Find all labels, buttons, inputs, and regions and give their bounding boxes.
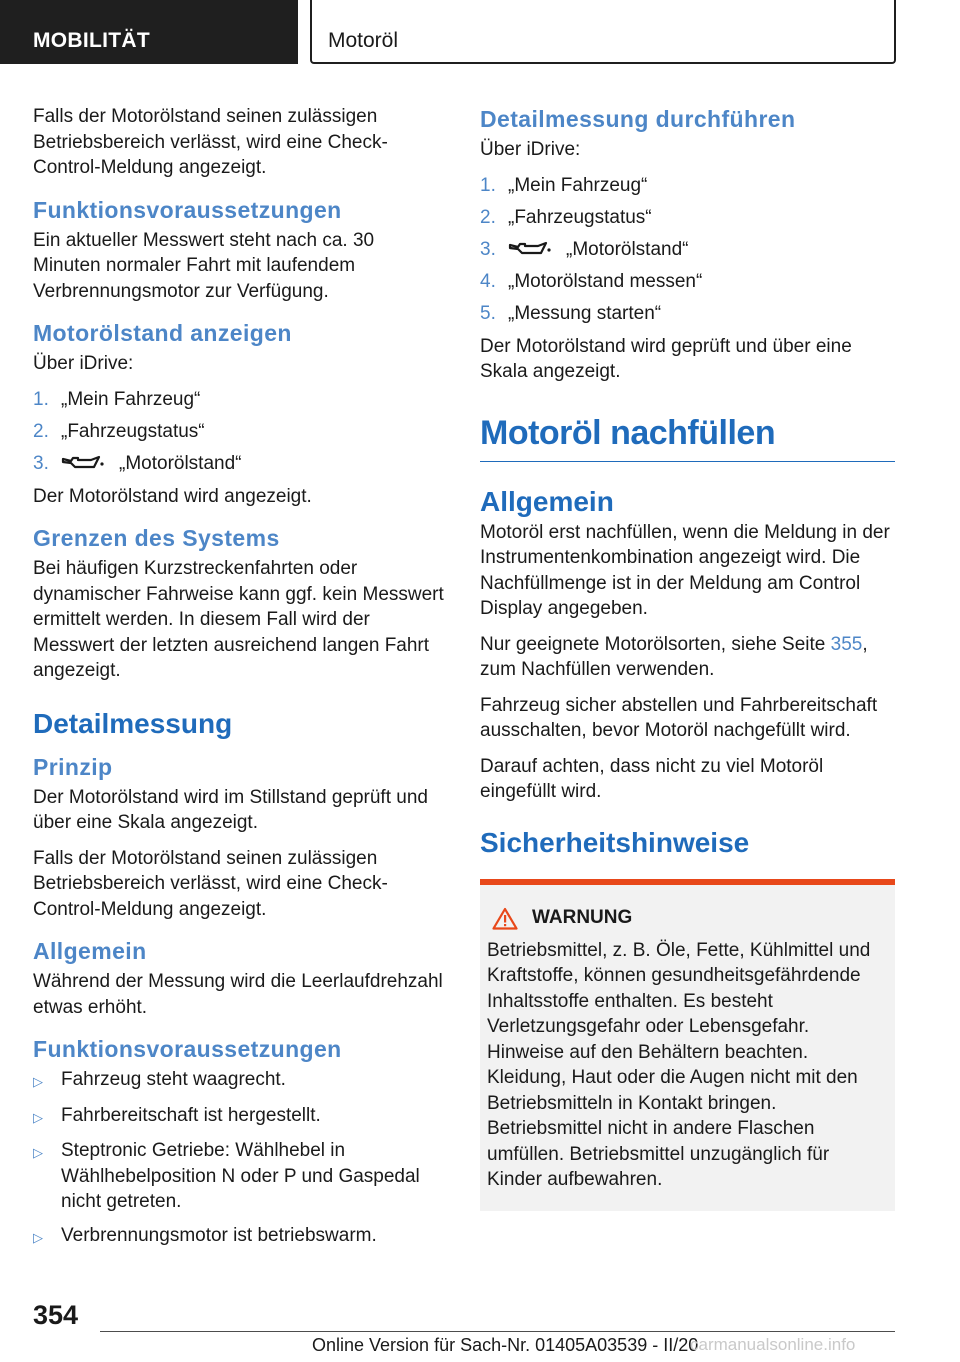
watermark-logo: carmanualsonline.info bbox=[690, 1335, 856, 1354]
general-paragraph-2: Nur geeignete Motorölsorten, siehe Seite 355, zum Nachfüllen verwenden. bbox=[480, 633, 868, 680]
general-paragraph-3: Fahrzeug sicher abstellen und Fahrbereitschaft ausschalten, bevor Motoröl nachgefüllt wird. bbox=[480, 694, 878, 741]
warning-header: WARNUNG bbox=[487, 907, 887, 930]
requirements-list bbox=[33, 1067, 445, 1250]
checked-paragraph: Der Motorölstand wird geprüft und über eine Skala angezeigt. bbox=[480, 335, 852, 382]
heading-refill: Motoröl nachfüllen bbox=[480, 411, 895, 462]
list-item: 4. „Motorölstand messen“ bbox=[480, 270, 703, 292]
general-paragraph-1: Motoröl erst nachfüllen, wenn die Meldung in der Instrumentenkombination angezeigt wird. Die Nachfüllmenge ist in der Meldung am Control Display angegeben. bbox=[480, 521, 890, 619]
list-item: 1. „Mein Fahrzeug“ bbox=[33, 388, 201, 410]
heading-requirements-2: Funktionsvoraussetzungen bbox=[33, 1036, 342, 1062]
triangle-bullet-icon: ▷ bbox=[33, 1074, 43, 1089]
list-item: ▷ Fahrbereitschaft ist hergestellt. bbox=[33, 1103, 445, 1131]
heading-safety: Sicherheitshinweise bbox=[480, 826, 750, 858]
heading-general: Allgemein bbox=[480, 485, 614, 517]
page-link[interactable]: 355 bbox=[830, 633, 863, 655]
heading-detail-measurement: Detailmessung bbox=[33, 707, 233, 739]
shown-paragraph: Der Motorölstand wird angezeigt. bbox=[33, 485, 312, 507]
section-tab: MOBILITÄT bbox=[0, 0, 298, 64]
principle-paragraph-2: Falls der Motorölstand seinen zulässigen Betriebsbereich verlässt, wird eine Check-Control-Meldung angezeigt. bbox=[33, 847, 388, 920]
triangle-bullet-icon: ▷ bbox=[33, 1229, 43, 1245]
idrive-label: Über iDrive: bbox=[480, 139, 581, 160]
heading-principle: Prinzip bbox=[33, 753, 113, 780]
topic-tab: Motoröl bbox=[310, 0, 896, 64]
idrive-label: Über iDrive: bbox=[33, 353, 134, 374]
list-item: 2. „Fahrzeugstatus“ bbox=[480, 206, 652, 228]
heading-requirements: Funktionsvoraussetzungen bbox=[33, 196, 342, 223]
principle-paragraph-1: Der Motorölstand wird im Stillstand geprüft und über eine Skala angezeigt. bbox=[33, 786, 428, 833]
limits-paragraph: Bei häufigen Kurzstreckenfahrten oder dynamischer Fahrweise kann ggf. kein Messwert ermittelt werden. In diesem Fall wird der Messwert der letzten ausreichend langen Fahrt angezeigt. bbox=[33, 558, 444, 681]
heading-limits: Grenzen des Systems bbox=[33, 525, 280, 551]
footer-divider bbox=[100, 1331, 895, 1332]
left-column bbox=[33, 104, 445, 1258]
list-item: 5. „Messung starten“ bbox=[480, 302, 662, 324]
triangle-bullet-icon: ▷ bbox=[33, 1145, 43, 1160]
list-item: ▷ Fahrzeug steht waagrecht. bbox=[33, 1067, 445, 1095]
list-item: 1. „Mein Fahrzeug“ bbox=[480, 174, 648, 196]
intro-paragraph: Falls der Motorölstand seinen zulässigen Betriebsbereich verlässt, wird eine Check-Control-Meldung angezeigt. bbox=[33, 106, 388, 178]
page-number: 354 bbox=[33, 1300, 79, 1330]
list-item: ▷ Verbrennungsmotor ist betriebswarm. bbox=[33, 1223, 445, 1251]
show-level-steps bbox=[33, 387, 445, 476]
heading-general: Allgemein bbox=[33, 938, 147, 964]
list-item: ▷ Steptronic Getriebe: Wählhebel in Wählhebelposition N oder P und Gaspedal nicht getreten. bbox=[33, 1138, 445, 1215]
list-item: 3. „Motorölstand“ bbox=[480, 238, 689, 260]
general-paragraph-4: Darauf achten, dass nicht zu viel Motoröl eingefüllt wird. bbox=[480, 755, 824, 802]
triangle-bullet-icon: ▷ bbox=[33, 1109, 43, 1125]
measurement-steps bbox=[480, 173, 895, 326]
general-paragraph: Während der Messung wird die Leerlaufdrehzahl etwas erhöht. bbox=[33, 971, 443, 1018]
footer-version: Online Version für Sach-Nr. 01405A03539 - II/20 bbox=[312, 1335, 699, 1355]
warning-triangle-icon bbox=[492, 907, 518, 930]
warning-box bbox=[480, 879, 895, 1211]
list-item: 2. „Fahrzeugstatus“ bbox=[33, 420, 205, 442]
warning-text: Betriebsmittel, z. B. Öle, Fette, Kühlmittel und Kraftstoffe, können gesundheitsgefährdende Inhaltsstoffe enthalten. Es besteht Verletzungsgefahr oder Lebensgefahr. Hinweise auf den Behältern beachten. Kleidung, Haut oder die Augen nicht mit den Betriebsmitteln in Kontakt bringen. Betriebsmittel nicht in andere Flaschen umfüllen. Betriebsmittel unzugänglich für Kinder aufbewahren. bbox=[487, 939, 871, 1190]
oil-can-icon bbox=[61, 454, 105, 472]
heading-show-level: Motorölstand anzeigen bbox=[33, 320, 292, 346]
heading-run-measurement: Detailmessung durchführen bbox=[480, 106, 796, 132]
oil-can-icon bbox=[508, 240, 552, 258]
right-column bbox=[480, 104, 895, 1211]
list-item: 3. „Motorölstand“ bbox=[33, 452, 242, 474]
requirements-paragraph: Ein aktueller Messwert steht nach ca. 30 Minuten normaler Fahrt mit laufendem Verbrennungsmotor zur Verfügung. bbox=[33, 229, 375, 302]
